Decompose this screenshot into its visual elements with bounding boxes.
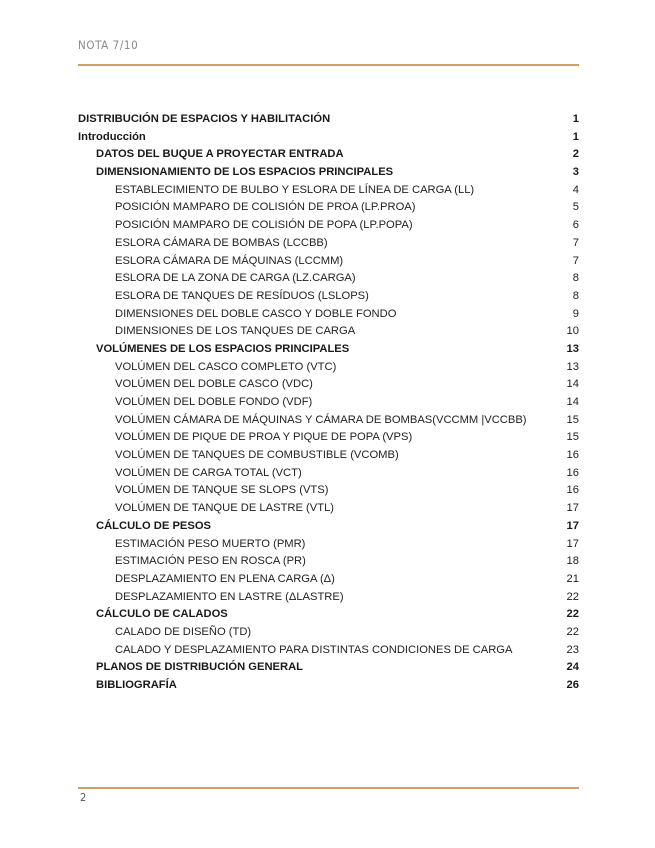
toc-entry-title: VOLÚMEN DEL DOBLE CASCO (VDC): [115, 378, 313, 391]
toc-entry-title: ESLORA DE TANQUES DE RESÍDUOS (LSLOPS): [115, 289, 369, 302]
toc-entry[interactable]: [78, 518, 579, 536]
toc-entry-title: DIMENSIONES DE LOS TANQUES DE CARGA: [115, 325, 356, 338]
toc-entry[interactable]: [78, 199, 579, 217]
page-header: NOTA 7/10: [78, 38, 139, 52]
toc-entry-page: 14: [566, 378, 579, 391]
toc-entry-title: ESLORA CÁMARA DE BOMBAS (LCCBB): [115, 236, 328, 249]
toc-entry-page: 16: [566, 484, 579, 497]
toc-entry[interactable]: [78, 182, 579, 200]
toc-entry[interactable]: [78, 341, 579, 359]
toc-entry-page: 17: [566, 537, 579, 550]
toc-entry[interactable]: [78, 270, 579, 288]
toc-entry[interactable]: [78, 217, 579, 235]
toc-entry[interactable]: [78, 465, 579, 483]
toc-entry[interactable]: [78, 659, 579, 677]
toc-entry-title: DESPLAZAMIENTO EN LASTRE (ΔLASTRE): [115, 590, 344, 603]
toc-entry-page: 14: [566, 396, 579, 408]
toc-entry-page: 17: [566, 502, 579, 515]
footer-divider: [78, 787, 579, 789]
toc-entry[interactable]: [78, 129, 579, 147]
toc-entry-title: PLANOS DE DISTRIBUCIÓN GENERAL: [96, 661, 303, 674]
page-number: 2: [80, 791, 87, 804]
toc-entry-page: 21: [566, 572, 579, 585]
toc-entry[interactable]: [78, 111, 579, 129]
toc-entry-title: CALADO DE DISEÑO (TD): [115, 625, 252, 638]
toc-entry[interactable]: [78, 624, 579, 642]
toc-entry[interactable]: [78, 394, 579, 412]
toc-entry-title: VOLÚMEN DE TANQUE SE SLOPS (VTS): [115, 484, 329, 497]
toc-entry-page: 23: [566, 643, 579, 656]
toc-entry-page: 15: [566, 431, 579, 444]
toc-entry-page: 1: [572, 113, 579, 125]
toc-entry-title: DESPLAZAMIENTO EN PLENA CARGA (Δ): [115, 572, 335, 585]
toc-entry[interactable]: [78, 376, 579, 394]
toc-entry-title: ESLORA CÁMARA DE MÁQUINAS (LCCMM): [115, 254, 344, 267]
toc-entry-title: POSICIÓN MAMPARO DE COLISIÓN DE POPA (LP.POPA): [115, 219, 413, 232]
toc-entry-page: 2: [572, 148, 579, 161]
toc-entry-title: VOLÚMEN DE CARGA TOTAL (VCT): [115, 466, 302, 479]
toc-entry[interactable]: [78, 359, 579, 377]
toc-entry-page: 3: [572, 166, 579, 179]
toc-entry[interactable]: [78, 536, 579, 554]
toc-entry-title: VOLÚMENES DE LOS ESPACIOS PRINCIPALES: [96, 342, 350, 355]
toc-entry-page: 1: [572, 130, 579, 143]
toc-entry-title: VOLÚMEN DE PIQUE DE PROA Y PIQUE DE POPA (VPS): [115, 431, 413, 444]
toc-entry-title: DIMENSIONES DEL DOBLE CASCO Y DOBLE FONDO: [115, 307, 397, 320]
toc-entry[interactable]: [78, 235, 579, 253]
toc-entry-title: Introducción: [78, 130, 146, 143]
toc-entry-title: DIMENSIONAMIENTO DE LOS ESPACIOS PRINCIPALES: [96, 166, 394, 179]
toc-entry-title: ESTABLECIMIENTO DE BULBO Y ESLORA DE LÍNEA DE CARGA (LL): [115, 183, 475, 196]
toc-entry[interactable]: [78, 500, 579, 518]
toc-entry-title: VOLÚMEN DEL DOBLE FONDO (VDF): [115, 396, 313, 408]
toc-entry-page: 13: [566, 360, 579, 373]
toc-entry-title: BIBLIOGRAFÍA: [96, 679, 177, 691]
toc-entry-title: CÁLCULO DE PESOS: [96, 519, 211, 532]
toc-entry[interactable]: [78, 146, 579, 164]
toc-entry[interactable]: [78, 482, 579, 500]
toc-entry-page: 15: [566, 413, 579, 426]
toc-entry-page: 7: [572, 236, 579, 249]
toc-entry-page: 8: [572, 289, 579, 302]
toc-entry-page: 22: [566, 608, 579, 621]
toc-entry-page: 7: [572, 254, 579, 267]
toc-entry-title: DATOS DEL BUQUE A PROYECTAR ENTRADA: [96, 148, 344, 161]
toc-entry-title: VOLÚMEN CÁMARA DE MÁQUINAS Y CÁMARA DE BOMBAS(VCCMM |VCCBB): [115, 413, 527, 426]
toc-entry-title: DISTRIBUCIÓN DE ESPACIOS Y HABILITACIÓN: [78, 113, 331, 125]
toc-entry[interactable]: [78, 429, 579, 447]
toc-entry-title: VOLÚMEN DE TANQUES DE COMBUSTIBLE (VCOMB): [115, 449, 399, 462]
toc-entry-page: 13: [566, 342, 579, 355]
toc-entry[interactable]: [78, 677, 579, 695]
toc-entry-title: VOLÚMEN DEL CASCO COMPLETO (VTC): [115, 360, 337, 373]
toc-entry-title: VOLÚMEN DE TANQUE DE LASTRE (VTL): [115, 502, 335, 515]
toc-entry-page: 8: [572, 272, 579, 285]
table-of-contents: [78, 111, 579, 695]
toc-entry-page: 9: [572, 307, 579, 320]
toc-entry-page: 4: [572, 183, 579, 196]
toc-entry[interactable]: [78, 288, 579, 306]
toc-entry-page: 16: [566, 466, 579, 479]
toc-entry[interactable]: [78, 323, 579, 341]
toc-entry-page: 26: [566, 679, 579, 691]
toc-entry-title: CÁLCULO DE CALADOS: [96, 608, 228, 621]
toc-entry-page: 22: [566, 590, 579, 603]
toc-entry-title: ESTIMACIÓN PESO MUERTO (PMR): [115, 537, 306, 550]
toc-entry-title: POSICIÓN MAMPARO DE COLISIÓN DE PROA (LP.PROA): [115, 201, 416, 214]
toc-entry-page: 22: [566, 625, 579, 638]
toc-entry[interactable]: [78, 253, 579, 271]
toc-entry-page: 10: [566, 325, 579, 338]
toc-entry-title: ESLORA DE LA ZONA DE CARGA (LZ.CARGA): [115, 272, 356, 285]
toc-entry-title: ESTIMACIÓN PESO EN ROSCA (PR): [115, 555, 306, 568]
toc-entry-page: 17: [566, 519, 579, 532]
toc-entry-page: 24: [566, 661, 579, 674]
toc-entry[interactable]: [78, 412, 579, 430]
toc-entry-title: CALADO Y DESPLAZAMIENTO PARA DISTINTAS CONDICIONES DE CARGA: [115, 643, 513, 656]
toc-entry[interactable]: [78, 589, 579, 607]
toc-entry[interactable]: [78, 553, 579, 571]
toc-entry[interactable]: [78, 164, 579, 182]
toc-entry[interactable]: [78, 606, 579, 624]
toc-entry[interactable]: [78, 306, 579, 324]
toc-entry[interactable]: [78, 447, 579, 465]
toc-entry[interactable]: [78, 571, 579, 589]
toc-entry[interactable]: [78, 642, 579, 660]
toc-entry-page: 5: [572, 201, 579, 214]
toc-entry-page: 16: [566, 449, 579, 462]
toc-entry-page: 6: [572, 219, 579, 232]
toc-entry-page: 18: [566, 555, 579, 568]
header-divider: [78, 64, 579, 66]
